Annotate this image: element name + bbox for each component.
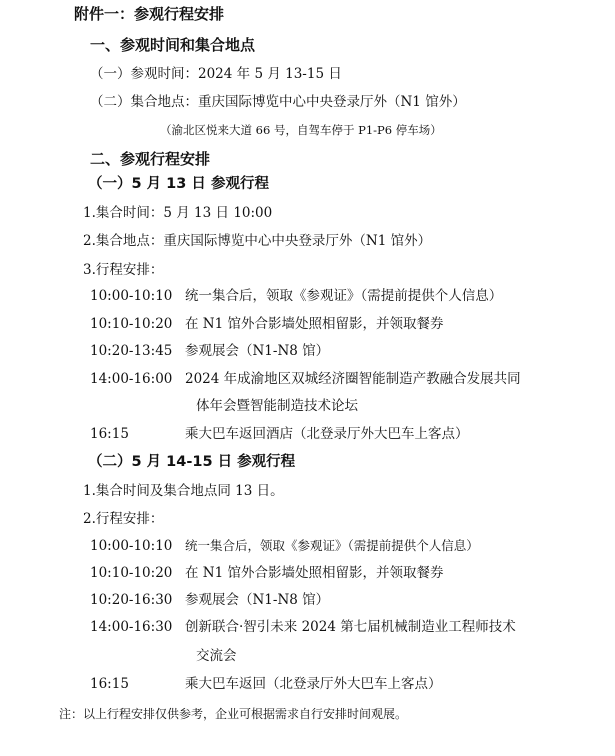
- day1-item-desc: 参观展会（N1-N8 馆）: [185, 343, 330, 359]
- day2-heading: （二）5 月 14-15 日 参观行程: [88, 454, 296, 470]
- section1-heading: 一、参观时间和集合地点: [90, 36, 256, 54]
- day1-schedule-label: 3.行程安排：: [83, 262, 164, 278]
- day1-item-time: 14:00-16:00: [90, 371, 173, 387]
- day1-item-desc: 2024 年成渝地区双城经济圈智能制造产教融合发展共同: [185, 371, 521, 387]
- day2-item-desc: 参观展会（N1-N8 馆）: [185, 592, 330, 608]
- day2-item-desc-cont: 交流会: [196, 648, 237, 664]
- day2-item-desc: 乘大巴车返回（北登录厅外大巴车上客点）: [185, 676, 442, 692]
- day1-item-time: 10:00-10:10: [90, 288, 173, 304]
- footnote: 注：以上行程安排仅供参考，企业可根据需求自行安排时间观展。: [59, 707, 408, 721]
- day2-item-desc: 在 N1 馆外合影墙处照相留影，并领取餐券: [185, 565, 444, 581]
- day2-item-time: 16:15: [90, 676, 129, 692]
- day1-meeting-time: 1.集合时间：5 月 13 日 10:00: [83, 205, 273, 221]
- day1-heading: （一）5 月 13 日 参观行程: [88, 176, 269, 192]
- day2-item-time: 10:00-10:10: [90, 538, 173, 554]
- address-note: （渝北区悦来大道 66 号，自驾车停于 P1-P6 停车场）: [160, 123, 442, 137]
- day2-item-desc: 统一集合后，领取《参观证》（需提前提供个人信息）: [185, 538, 479, 553]
- visit-time: （一）参观时间：2024 年 5 月 13-15 日: [90, 66, 342, 82]
- day1-item-desc: 乘大巴车返回酒店（北登录厅外大巴车上客点）: [185, 426, 469, 442]
- day2-item-time: 10:20-16:30: [90, 592, 173, 608]
- day1-item-desc: 在 N1 馆外合影墙处照相留影，并领取餐券: [185, 316, 444, 332]
- section2-heading: 二、参观行程安排: [90, 150, 211, 168]
- day2-schedule-label: 2.行程安排：: [83, 511, 164, 527]
- day1-item-time: 16:15: [90, 426, 129, 442]
- day1-meeting-place: 2.集合地点：重庆国际博览中心中央登录厅外（N1 馆外）: [83, 233, 432, 249]
- day1-item-time: 10:20-13:45: [90, 343, 173, 359]
- day1-item-time: 10:10-10:20: [90, 316, 173, 332]
- day2-meeting-info: 1.集合时间及集合地点同 13 日。: [83, 483, 284, 499]
- day1-item-desc-cont: 体年会暨智能制造技术论坛: [196, 398, 358, 414]
- day2-item-time: 10:10-10:20: [90, 565, 173, 581]
- day2-item-time: 14:00-16:30: [90, 619, 173, 635]
- day1-item-desc: 统一集合后，领取《参观证》（需提前提供个人信息）: [185, 288, 503, 304]
- day2-item-desc: 创新联合·智引未来 2024 第七届机械制造业工程师技术: [185, 619, 516, 635]
- attachment-title: 附件一：参观行程安排: [74, 5, 225, 23]
- meeting-place: （二）集合地点：重庆国际博览中心中央登录厅外（N1 馆外）: [90, 94, 466, 110]
